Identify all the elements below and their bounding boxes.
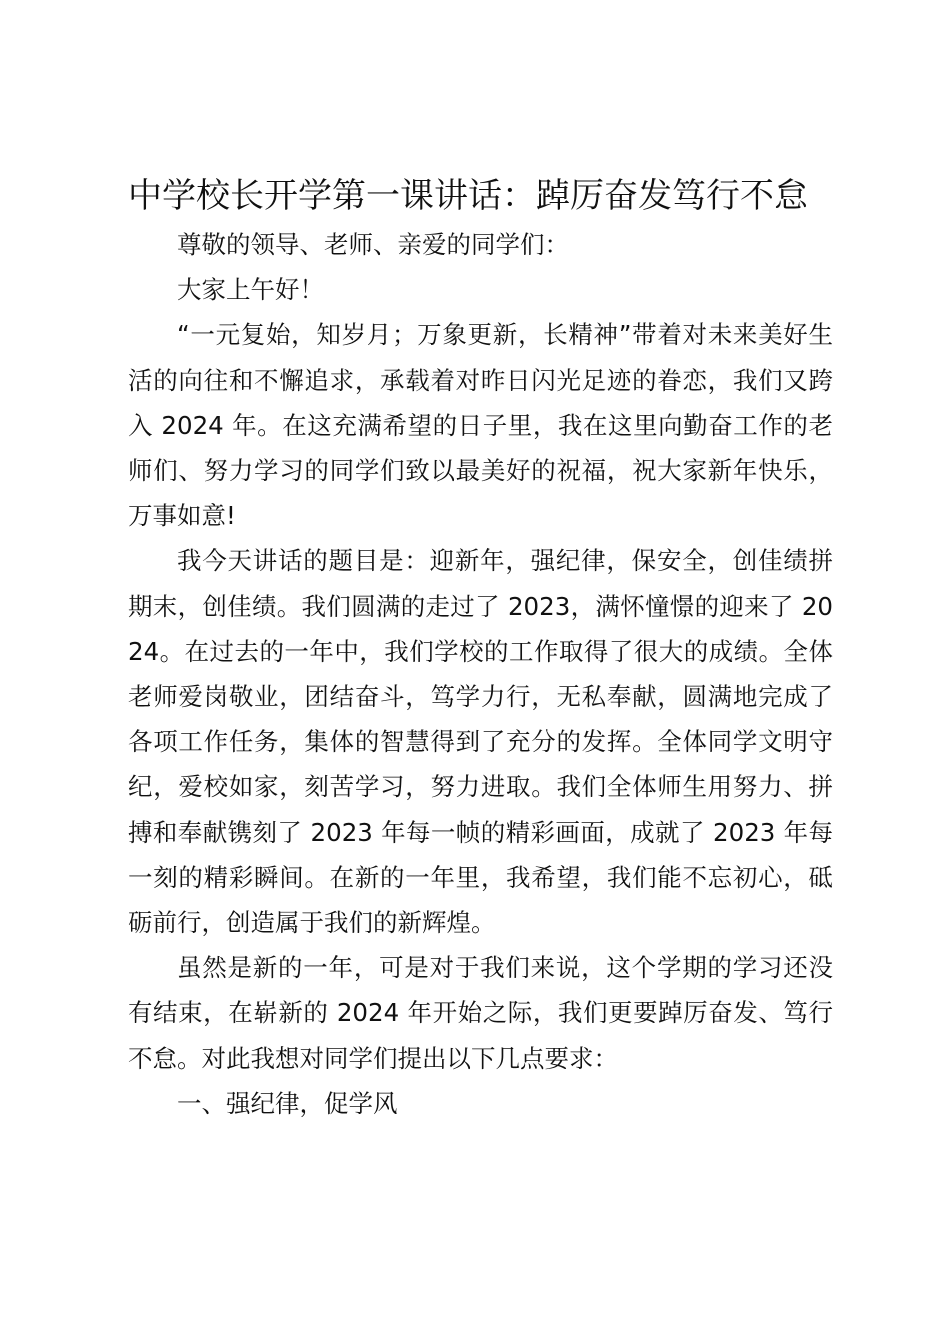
new-year-paragraph: “一元复始，知岁月；万象更新，长精神”带着对未来美好生活的向往和不懈追求，承载着对昨日闪光足迹的眷恋，我们又跨入 2024 年。在这充满希望的日子里，我在这里向勤奋工作的老师们、努力学习的同学们致以最美好的祝福，祝大家新年快乐，万事如意! [128,320,833,531]
document-title: 中学校长开学第一课讲话：踔厉奋发笃行不怠 [128,176,808,216]
greeting-paragraph: 大家上午好！ [177,275,324,305]
topic-paragraph: 我今天讲话的题目是：迎新年，强纪律，保安全，创佳绩拼期末，创佳绩。我们圆满的走过了 2023，满怀憧憬的迎来了 2024。在过去的一年中，我们学校的工作取得了很大的成绩。全体老师爱岗敬业，团结奋斗，笃学力行，无私奉献，圆满地完成了各项工作任务，集体的智慧得到了充分的发挥。全体同学文明守纪，爱校如家，刻苦学习，努力进取。我们全体师生用努力、拼搏和奉献镌刻了 2023 年每一帧的精彩画面，成就了 2023 年每一刻的精彩瞬间。在新的一年里，我希望，我们能不忘初心，砥砺前行，创造属于我们的新辉煌。 [128,546,833,938]
document-body [128,222,833,1126]
salutation-paragraph: 尊敬的领导、老师、亲爱的同学们： [177,230,569,259]
section-heading-1: 一、强纪律，促学风 [177,1088,398,1118]
requirements-intro-paragraph: 虽然是新的一年，可是对于我们来说，这个学期的学习还没有结束，在崭新的 2024 年开始之际，我们更要踔厉奋发、笃行不怠。对此我想对同学们提出以下几点要求： [128,953,833,1073]
